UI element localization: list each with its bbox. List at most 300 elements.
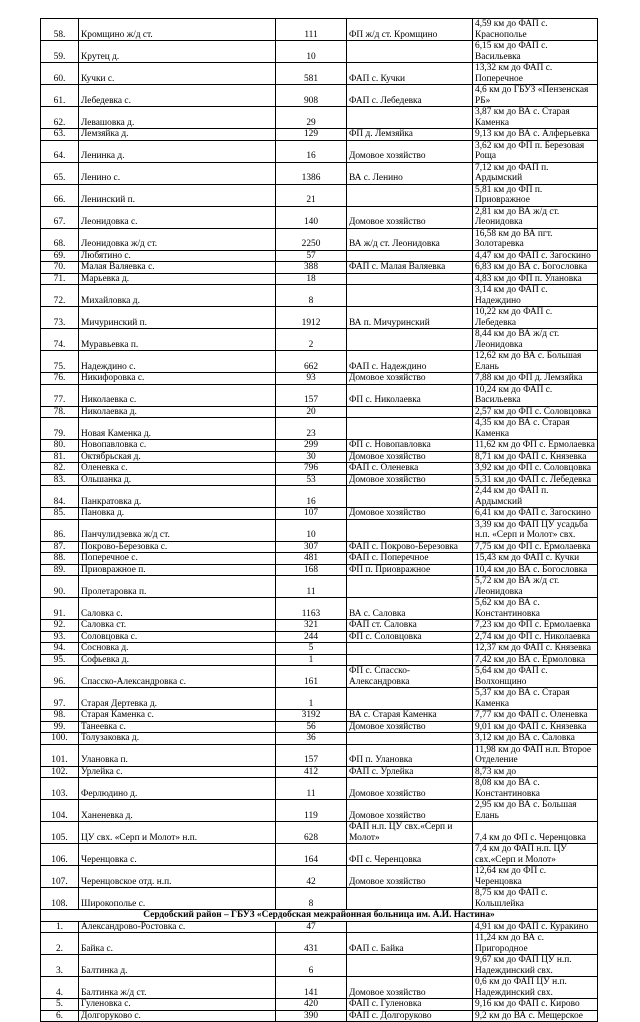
row-number: 90. <box>41 576 79 598</box>
row-number: 73. <box>41 307 79 329</box>
table-row <box>41 999 598 1011</box>
nearest-facility-distance: 4,91 км до ФАП с. Куракино <box>473 921 598 933</box>
nearest-facility-distance: 8,73 км до <box>473 766 598 778</box>
settlement-name: Сосновка д. <box>79 643 276 655</box>
row-number: 81. <box>41 451 79 463</box>
table-row <box>41 955 598 977</box>
table-row <box>41 620 598 632</box>
nearest-facility-distance: 2,81 км до ВА ж/д ст. Леонидовка <box>473 206 598 228</box>
medical-facility <box>347 184 473 206</box>
population: 8 <box>276 285 347 307</box>
medical-facility: ФАП ст. Саловка <box>347 620 473 632</box>
medical-facility <box>347 486 473 508</box>
population: 2 <box>276 329 347 351</box>
table-row <box>41 631 598 643</box>
table-row <box>41 1010 598 1022</box>
section-header-row <box>41 910 598 922</box>
medical-facility: ФП п. Приовражное <box>347 564 473 576</box>
table-row <box>41 844 598 866</box>
population: 581 <box>276 63 347 85</box>
row-number: 96. <box>41 666 79 688</box>
row-number: 107. <box>41 866 79 888</box>
population: 23 <box>276 418 347 440</box>
medical-facility <box>347 285 473 307</box>
settlement-name: Никифоровка с. <box>79 373 276 385</box>
row-number: 74. <box>41 329 79 351</box>
nearest-facility-distance: 12,37 км до ФАП с. Князевка <box>473 643 598 655</box>
medical-facility: ФП п. Улановка <box>347 744 473 766</box>
medical-facility: Домовое хозяйство <box>347 451 473 463</box>
medical-facility: ФАП с. Гуленовка <box>347 999 473 1011</box>
nearest-facility-distance: 5,81 км до ФП п. Приовражное <box>473 184 598 206</box>
population: 42 <box>276 866 347 888</box>
row-number: 5. <box>41 999 79 1011</box>
row-number: 83. <box>41 474 79 486</box>
population: 119 <box>276 800 347 822</box>
nearest-facility-distance: 6,41 км до ФАП с. Загоскино <box>473 508 598 520</box>
nearest-facility-distance: 10,22 км до ФАП с. Лебедевка <box>473 307 598 329</box>
medical-facility <box>347 329 473 351</box>
population: 796 <box>276 463 347 475</box>
nearest-facility-distance: 12,62 км до ВА с. Большая Елань <box>473 351 598 373</box>
nearest-facility-distance: 7,88 км до ФП д. Лемзяйка <box>473 373 598 385</box>
medical-facility <box>347 921 473 933</box>
table-row <box>41 766 598 778</box>
settlements-table <box>40 18 598 1022</box>
medical-facility: ФП с. Черенцовка <box>347 844 473 866</box>
row-number: 71. <box>41 273 79 285</box>
nearest-facility-distance: 8,71 км до ФАП с. Князевка <box>473 451 598 463</box>
row-number: 62. <box>41 107 79 129</box>
nearest-facility-distance: 3,12 км до ВА с. Саловка <box>473 733 598 745</box>
row-number: 89. <box>41 564 79 576</box>
nearest-facility-distance: 10,4 км до ВА с. Богословка <box>473 564 598 576</box>
nearest-facility-distance: 5,62 км до ВА с. Константиновка <box>473 598 598 620</box>
settlement-name: Улановка п. <box>79 744 276 766</box>
nearest-facility-distance: 4,6 км до ГБУЗ «Пензенская РБ» <box>473 85 598 107</box>
population: 1 <box>276 688 347 710</box>
population: 16 <box>276 486 347 508</box>
medical-facility: ФАП с. Долгоруково <box>347 1010 473 1022</box>
population: 6 <box>276 955 347 977</box>
table-row <box>41 541 598 553</box>
row-number: 6. <box>41 1010 79 1022</box>
settlement-name: Саловка с. <box>79 598 276 620</box>
population: 244 <box>276 631 347 643</box>
table-row <box>41 85 598 107</box>
settlement-name: Урлейка с. <box>79 766 276 778</box>
population: 11 <box>276 576 347 598</box>
settlement-name: Соловцовка с. <box>79 631 276 643</box>
row-number: 66. <box>41 184 79 206</box>
settlement-name: Байка с. <box>79 933 276 955</box>
population: 18 <box>276 273 347 285</box>
row-number: 60. <box>41 63 79 85</box>
population: 628 <box>276 822 347 844</box>
nearest-facility-distance: 2,95 км до ВА с. Большая Елань <box>473 800 598 822</box>
settlement-name: Черенцовское отд. н.п. <box>79 866 276 888</box>
population: 56 <box>276 721 347 733</box>
population: 481 <box>276 553 347 565</box>
row-number: 2. <box>41 933 79 955</box>
settlement-name: Балтинка д. <box>79 955 276 977</box>
row-number: 86. <box>41 519 79 541</box>
medical-facility: Домовое хозяйство <box>347 721 473 733</box>
medical-facility: Домовое хозяйство <box>347 866 473 888</box>
settlement-name: Александрово-Ростовка с. <box>79 921 276 933</box>
medical-facility: ФАП с. Покрово-Березовка <box>347 541 473 553</box>
nearest-facility-distance: 4,83 км до ФП п. Улановка <box>473 273 598 285</box>
table-row <box>41 933 598 955</box>
medical-facility <box>347 406 473 418</box>
population: 5 <box>276 643 347 655</box>
settlement-name: Приовражное п. <box>79 564 276 576</box>
table-row <box>41 508 598 520</box>
nearest-facility-distance: 2,57 км до ФП с. Соловцовка <box>473 406 598 418</box>
nearest-facility-distance: 4,35 км до ВА с. Старая Каменка <box>473 418 598 440</box>
table-row <box>41 307 598 329</box>
settlement-name: Танеевка с. <box>79 721 276 733</box>
table-row <box>41 564 598 576</box>
table-row <box>41 800 598 822</box>
nearest-facility-distance: 13,32 км до ФАП с. Поперечное <box>473 63 598 85</box>
population: 93 <box>276 373 347 385</box>
table-row <box>41 406 598 418</box>
row-number: 84. <box>41 486 79 508</box>
medical-facility <box>347 688 473 710</box>
table-row <box>41 463 598 475</box>
nearest-facility-distance: 3,39 км до ФАП ЦУ усадьба н.п. «Серп и Молот» свх. <box>473 519 598 541</box>
row-number: 70. <box>41 262 79 274</box>
table-row <box>41 822 598 844</box>
population: 161 <box>276 666 347 688</box>
population: 29 <box>276 107 347 129</box>
medical-facility: ФАП с. Надеждино <box>347 351 473 373</box>
table-row <box>41 688 598 710</box>
settlement-name: Надеждино с. <box>79 351 276 373</box>
settlement-name: Покрово-Березовка с. <box>79 541 276 553</box>
row-number: 75. <box>41 351 79 373</box>
settlement-name: Софьевка д. <box>79 654 276 666</box>
table-row <box>41 384 598 406</box>
medical-facility: ФАП с. Кучки <box>347 63 473 85</box>
settlement-name: Леонидовка ж/д ст. <box>79 228 276 250</box>
nearest-facility-distance: 3,14 км до ФАП с. Надеждино <box>473 285 598 307</box>
nearest-facility-distance: 3,92 км до ФП с. Соловцовка <box>473 463 598 475</box>
row-number: 106. <box>41 844 79 866</box>
population: 30 <box>276 451 347 463</box>
table-row <box>41 41 598 63</box>
settlement-name: Николаевка д. <box>79 406 276 418</box>
settlement-name: Оленевка с. <box>79 463 276 475</box>
population: 431 <box>276 933 347 955</box>
table-row <box>41 228 598 250</box>
population: 388 <box>276 262 347 274</box>
row-number: 97. <box>41 688 79 710</box>
population: 307 <box>276 541 347 553</box>
population: 1386 <box>276 162 347 184</box>
population: 157 <box>276 384 347 406</box>
row-number: 68. <box>41 228 79 250</box>
nearest-facility-distance: 12,64 км до ФП с. Черенцовка <box>473 866 598 888</box>
settlement-name: Балтинка ж/д ст. <box>79 977 276 999</box>
population: 3192 <box>276 710 347 722</box>
population: 299 <box>276 440 347 452</box>
row-number: 105. <box>41 822 79 844</box>
medical-facility <box>347 643 473 655</box>
medical-facility: Домовое хозяйство <box>347 373 473 385</box>
nearest-facility-distance: 7,42 км до ВА с. Ермоловка <box>473 654 598 666</box>
table-row <box>41 329 598 351</box>
table-row <box>41 474 598 486</box>
nearest-facility-distance: 4,47 км до ФАП с. Загоскино <box>473 250 598 262</box>
population: 1 <box>276 654 347 666</box>
settlement-name: Мичуринский п. <box>79 307 276 329</box>
nearest-facility-distance: 6,83 км до ВА с. Богословка <box>473 262 598 274</box>
row-number: 100. <box>41 733 79 745</box>
row-number: 79. <box>41 418 79 440</box>
population: 140 <box>276 206 347 228</box>
settlement-name: Пролетаровка п. <box>79 576 276 598</box>
nearest-facility-distance: 7,77 км до ФАП с. Оленевка <box>473 710 598 722</box>
medical-facility: ВА ж/д ст. Леонидовка <box>347 228 473 250</box>
medical-facility <box>347 733 473 745</box>
row-number: 98. <box>41 710 79 722</box>
medical-facility <box>347 955 473 977</box>
nearest-facility-distance: 7,4 км до ФАП н.п. ЦУ свх.«Серп и Молот» <box>473 844 598 866</box>
table-row <box>41 285 598 307</box>
section-title: Сердобский район – ГБУЗ «Сердобская межрайонная больница им. А.И. Настина» <box>41 910 598 922</box>
row-number: 94. <box>41 643 79 655</box>
nearest-facility-distance: 7,75 км до ФП с. Ермолаевка <box>473 541 598 553</box>
nearest-facility-distance: 10,24 км до ФАП с. Васильевка <box>473 384 598 406</box>
population: 57 <box>276 250 347 262</box>
table-row <box>41 977 598 999</box>
population: 10 <box>276 41 347 63</box>
population: 662 <box>276 351 347 373</box>
settlement-name: Левашовка д. <box>79 107 276 129</box>
population: 141 <box>276 977 347 999</box>
settlement-name: Кромщино ж/д ст. <box>79 19 276 41</box>
table-row <box>41 184 598 206</box>
population: 412 <box>276 766 347 778</box>
medical-facility: ВА с. Саловка <box>347 598 473 620</box>
medical-facility: ФП ж/д ст. Кромщино <box>347 19 473 41</box>
row-number: 61. <box>41 85 79 107</box>
settlement-name: Малая Валяевка с. <box>79 262 276 274</box>
settlement-name: Новопавловка с. <box>79 440 276 452</box>
settlement-name: Новая Каменка д. <box>79 418 276 440</box>
medical-facility: ФАП н.п. ЦУ свх.«Серп и Молот» <box>347 822 473 844</box>
population: 168 <box>276 564 347 576</box>
table-row <box>41 140 598 162</box>
population: 47 <box>276 921 347 933</box>
medical-facility: ФАП с. Байка <box>347 933 473 955</box>
nearest-facility-distance: 9,2 км до ВА с. Мещерское <box>473 1010 598 1022</box>
medical-facility: Домовое хозяйство <box>347 800 473 822</box>
table-row <box>41 744 598 766</box>
row-number: 1. <box>41 921 79 933</box>
nearest-facility-distance: 5,37 км до ВА с. Старая Каменка <box>473 688 598 710</box>
row-number: 103. <box>41 778 79 800</box>
medical-facility: ФАП с. Поперечное <box>347 553 473 565</box>
table-row <box>41 373 598 385</box>
table-row <box>41 129 598 141</box>
settlement-name: Ханеневка д. <box>79 800 276 822</box>
row-number: 64. <box>41 140 79 162</box>
row-number: 77. <box>41 384 79 406</box>
medical-facility: Домовое хозяйство <box>347 206 473 228</box>
table-row <box>41 250 598 262</box>
population: 20 <box>276 406 347 418</box>
settlement-name: Спасско-Александровка с. <box>79 666 276 688</box>
population: 129 <box>276 129 347 141</box>
settlement-name: Ленинка д. <box>79 140 276 162</box>
nearest-facility-distance: 5,72 км до ВА ж/д ст. Леонидовка <box>473 576 598 598</box>
nearest-facility-distance: 9,67 км до ФАП ЦУ н.п. Надеждинский свх. <box>473 955 598 977</box>
population: 53 <box>276 474 347 486</box>
nearest-facility-distance: 2,44 км до ФАП п. Ардымский <box>473 486 598 508</box>
population: 107 <box>276 508 347 520</box>
medical-facility: ФАП с. Малая Валяевка <box>347 262 473 274</box>
medical-facility <box>347 418 473 440</box>
table-row <box>41 206 598 228</box>
row-number: 4. <box>41 977 79 999</box>
table-row <box>41 643 598 655</box>
settlement-name: Саловка ст. <box>79 620 276 632</box>
row-number: 88. <box>41 553 79 565</box>
settlement-name: Ленинский п. <box>79 184 276 206</box>
nearest-facility-distance: 15,43 км до ФАП с. Кучки <box>473 553 598 565</box>
population: 157 <box>276 744 347 766</box>
population: 111 <box>276 19 347 41</box>
row-number: 78. <box>41 406 79 418</box>
table-row <box>41 666 598 688</box>
medical-facility: ФП с. Николаевка <box>347 384 473 406</box>
settlement-name: Марьевка д. <box>79 273 276 285</box>
row-number: 93. <box>41 631 79 643</box>
nearest-facility-distance: 3,62 км до ФП п. Березовая Роща <box>473 140 598 162</box>
settlement-name: Любятино с. <box>79 250 276 262</box>
medical-facility: ФП с. Соловцовка <box>347 631 473 643</box>
medical-facility <box>347 273 473 285</box>
medical-facility: ФАП с. Урлейка <box>347 766 473 778</box>
row-number: 59. <box>41 41 79 63</box>
medical-facility <box>347 519 473 541</box>
nearest-facility-distance: 7,4 км до ФП с. Черенцовка <box>473 822 598 844</box>
table-row <box>41 486 598 508</box>
settlement-name: Черенцовка с. <box>79 844 276 866</box>
medical-facility <box>347 250 473 262</box>
medical-facility <box>347 654 473 666</box>
medical-facility: Домовое хозяйство <box>347 474 473 486</box>
settlement-name: Поперечное с. <box>79 553 276 565</box>
medical-facility: Домовое хозяйство <box>347 778 473 800</box>
medical-facility: ВА с. Старая Каменка <box>347 710 473 722</box>
row-number: 108. <box>41 888 79 910</box>
nearest-facility-distance: 2,74 км до ФП с. Николаевка <box>473 631 598 643</box>
population: 16 <box>276 140 347 162</box>
nearest-facility-distance: 0,6 км до ФАП ЦУ н.п. Надеждинский свх. <box>473 977 598 999</box>
nearest-facility-distance: 9,13 км до ВА с. Алферьевка <box>473 129 598 141</box>
row-number: 95. <box>41 654 79 666</box>
population: 1912 <box>276 307 347 329</box>
nearest-facility-distance: 5,64 км до ФАП с. Волхонщино <box>473 666 598 688</box>
population: 10 <box>276 519 347 541</box>
settlement-name: Ленино с. <box>79 162 276 184</box>
nearest-facility-distance: 7,12 км до ФАП п. Ардымский <box>473 162 598 184</box>
table-row <box>41 273 598 285</box>
row-number: 87. <box>41 541 79 553</box>
table-row <box>41 262 598 274</box>
nearest-facility-distance: 5,31 км до ФАП с. Лебедевка <box>473 474 598 486</box>
table-row <box>41 451 598 463</box>
settlement-name: Долгоруково с. <box>79 1010 276 1022</box>
table-row <box>41 440 598 452</box>
settlement-name: Леонидовка с. <box>79 206 276 228</box>
row-number: 69. <box>41 250 79 262</box>
row-number: 3. <box>41 955 79 977</box>
medical-facility <box>347 41 473 63</box>
population: 420 <box>276 999 347 1011</box>
medical-facility <box>347 888 473 910</box>
medical-facility: ВА с. Ленино <box>347 162 473 184</box>
nearest-facility-distance: 4,59 км до ФАП с. Краснополье <box>473 19 598 41</box>
settlement-name: Широкополье с. <box>79 888 276 910</box>
settlement-name: Гуленовка с. <box>79 999 276 1011</box>
medical-facility: ФП д. Лемзяйка <box>347 129 473 141</box>
row-number: 99. <box>41 721 79 733</box>
settlement-name: Старая Каменка с. <box>79 710 276 722</box>
table-row <box>41 553 598 565</box>
nearest-facility-distance: 11,62 км до ФП с. Ермолаевка <box>473 440 598 452</box>
table-row <box>41 866 598 888</box>
medical-facility: Домовое хозяйство <box>347 508 473 520</box>
table-row <box>41 888 598 910</box>
row-number: 58. <box>41 19 79 41</box>
settlement-name: Октябрьская д. <box>79 451 276 463</box>
row-number: 72. <box>41 285 79 307</box>
settlement-name: Ферлюдино д. <box>79 778 276 800</box>
medical-facility: ФП с. Новопавловка <box>347 440 473 452</box>
nearest-facility-distance: 9,16 км до ФАП с. Кирово <box>473 999 598 1011</box>
settlement-name: Толузаковка д. <box>79 733 276 745</box>
row-number: 104. <box>41 800 79 822</box>
nearest-facility-distance: 6,15 км до ФАП с. Васильевка <box>473 41 598 63</box>
table-row <box>41 19 598 41</box>
nearest-facility-distance: 3,87 км до ВА с. Старая Каменка <box>473 107 598 129</box>
row-number: 65. <box>41 162 79 184</box>
settlement-name: Михайловка д. <box>79 285 276 307</box>
population: 21 <box>276 184 347 206</box>
nearest-facility-distance: 8,75 км до ФАП с. Кольшлейка <box>473 888 598 910</box>
row-number: 92. <box>41 620 79 632</box>
settlement-name: Крутец д. <box>79 41 276 63</box>
population: 390 <box>276 1010 347 1022</box>
nearest-facility-distance: 11,24 км до ВА с. Пригородное <box>473 933 598 955</box>
document-page <box>40 18 597 1022</box>
population: 36 <box>276 733 347 745</box>
medical-facility: ВА п. Мичуринский <box>347 307 473 329</box>
nearest-facility-distance: 7,23 км до ФП с. Ермолаевка <box>473 620 598 632</box>
table-row <box>41 778 598 800</box>
settlement-name: ЦУ свх. «Серп и Молот» н.п. <box>79 822 276 844</box>
settlement-name: Ольшанка д. <box>79 474 276 486</box>
population: 8 <box>276 888 347 910</box>
table-row <box>41 598 598 620</box>
table-row <box>41 576 598 598</box>
population: 321 <box>276 620 347 632</box>
